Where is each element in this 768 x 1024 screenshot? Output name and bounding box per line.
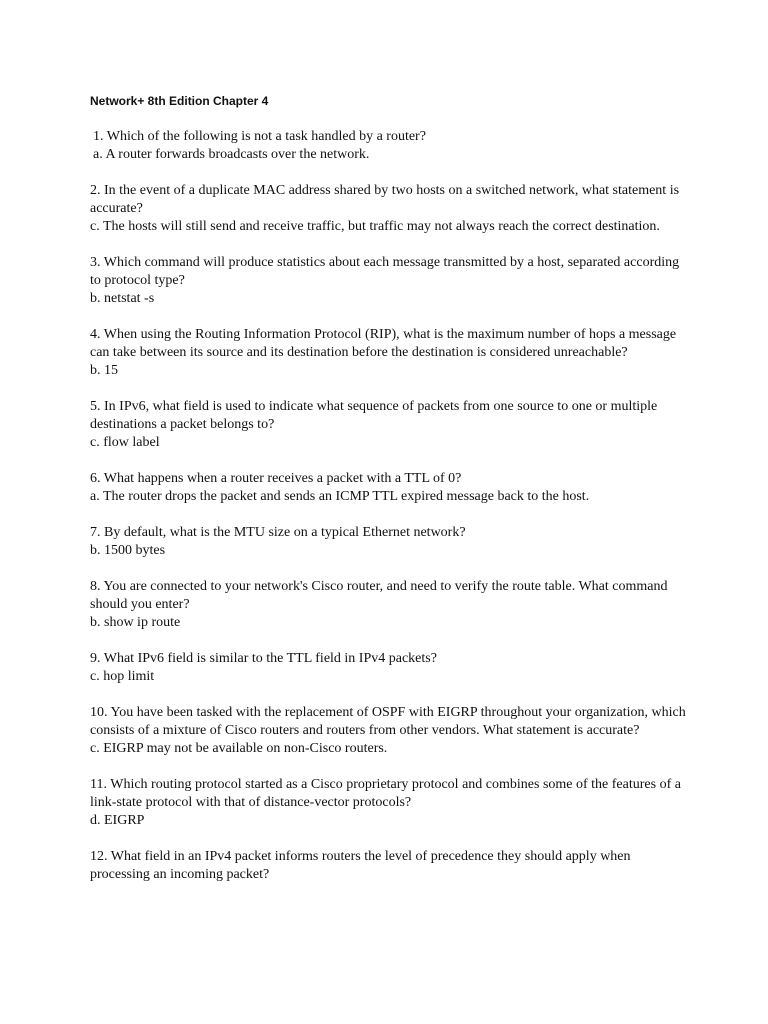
answer-text: c. EIGRP may not be available on non-Cisco routers.: [90, 741, 388, 756]
question-item: [90, 524, 690, 560]
question-item: [90, 254, 690, 308]
question-text: 7. By default, what is the MTU size on a typical Ethernet network?: [90, 525, 466, 540]
document-title: Network+ 8th Edition Chapter 4: [90, 94, 269, 108]
answer-text: c. The hosts will still send and receive traffic, but traffic may not always reach the correct destination.: [90, 219, 660, 234]
question-text: 10. You have been tasked with the replacement of OSPF with EIGRP throughout your organization, which consists of a mixture of Cisco routers and routers from other vendors. What statement is accurate?: [90, 705, 686, 738]
question-item: [90, 128, 690, 164]
question-item: [90, 578, 690, 632]
question-list: [90, 128, 690, 902]
answer-text: d. EIGRP: [90, 813, 145, 828]
answer-text: b. show ip route: [90, 615, 181, 630]
question-text: 6. What happens when a router receives a packet with a TTL of 0?: [90, 471, 462, 486]
answer-text: c. flow label: [90, 435, 160, 450]
question-text: 4. When using the Routing Information Protocol (RIP), what is the maximum number of hops a message can take between its source and its destination before the destination is considered unreachable?: [90, 327, 677, 360]
question-text: 2. In the event of a duplicate MAC address shared by two hosts on a switched network, what statement is accurate?: [90, 183, 680, 216]
question-item: [90, 650, 690, 686]
question-text: 1. Which of the following is not a task handled by a router?: [93, 129, 426, 144]
question-item: [90, 848, 690, 884]
question-text: 8. You are connected to your network's Cisco router, and need to verify the route table. What command should you enter?: [90, 579, 668, 612]
answer-text: a. A router forwards broadcasts over the network.: [93, 147, 370, 162]
question-text: 12. What field in an IPv4 packet informs routers the level of precedence they should apply when processing an incoming packet?: [90, 849, 631, 882]
question-item: [90, 398, 690, 452]
question-item: [90, 704, 690, 758]
question-text: 11. Which routing protocol started as a Cisco proprietary protocol and combines some of the features of a link-state protocol with that of distance-vector protocols?: [90, 777, 681, 810]
answer-text: b. netstat -s: [90, 291, 155, 306]
answer-text: c. hop limit: [90, 669, 155, 684]
question-text: 5. In IPv6, what field is used to indicate what sequence of packets from one source to one or multiple destinations a packet belongs to?: [90, 399, 658, 432]
question-item: [90, 776, 690, 830]
question-text: 3. Which command will produce statistics about each message transmitted by a host, separated according to protocol type?: [90, 255, 680, 288]
answer-text: a. The router drops the packet and sends an ICMP TTL expired message back to the host.: [90, 489, 590, 504]
question-text: 9. What IPv6 field is similar to the TTL field in IPv4 packets?: [90, 651, 437, 666]
answer-text: b. 1500 bytes: [90, 543, 166, 558]
answer-text: b. 15: [90, 363, 118, 378]
question-item: [90, 326, 690, 380]
question-item: [90, 470, 690, 506]
question-item: [90, 182, 690, 236]
